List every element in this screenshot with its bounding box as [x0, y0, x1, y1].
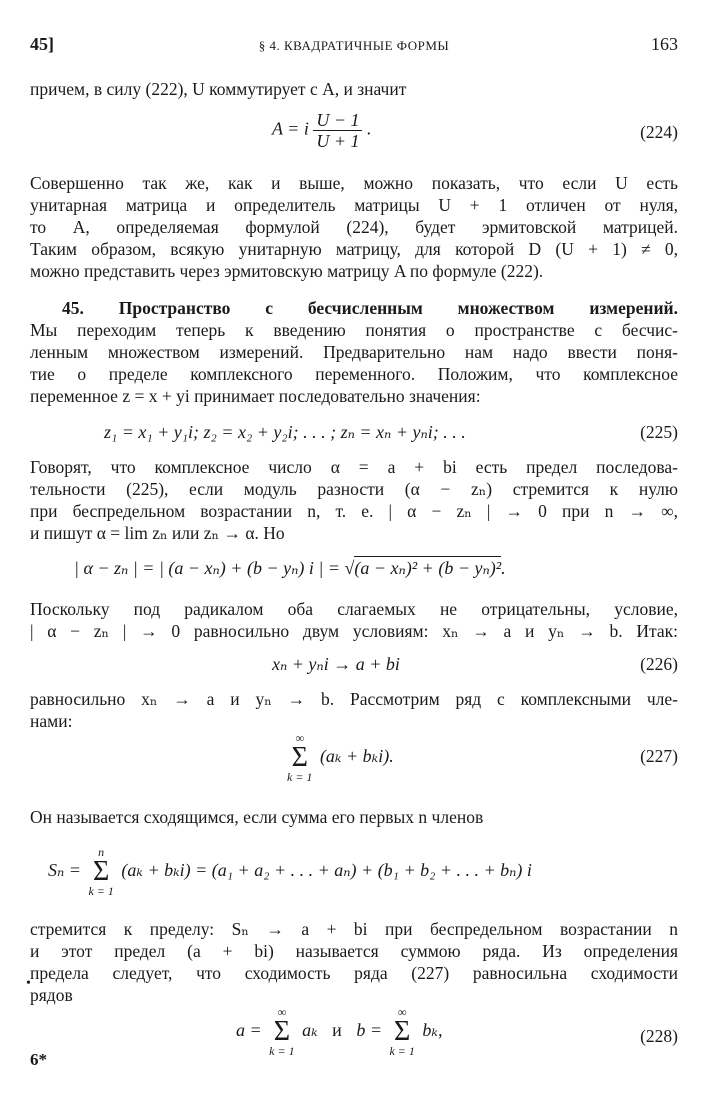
sum-body: (aₖ + bₖi) = (a₁ + a₂ + . . . + aₙ) + (b₁ + b₂ + . . . + bₙ) i	[121, 860, 532, 881]
equation-number-227: (227)	[640, 746, 678, 766]
sum-body: (aₖ + bₖi).	[319, 746, 394, 767]
equation-number-225: (225)	[640, 422, 678, 442]
equation-lhs: A = i	[272, 118, 309, 139]
paragraph-line: ленным множеством измерений. Предварительно нам надо ввести поня-	[30, 342, 678, 362]
paragraph-line: можно представить через эрмитовскую матрицу A по формуле (222).	[30, 261, 544, 281]
sum-upper-limit: ∞	[277, 1005, 287, 1019]
paragraph-line: тие о пределе комплексного переменного. Положим, что комплексное	[30, 364, 678, 384]
radicand: (a − xₙ)² + (b − yₙ)²	[354, 558, 502, 578]
paragraph-line: и этот предел (a + bi) называется суммою ряда. Из определения	[30, 941, 678, 961]
header-section-number: 45]	[30, 34, 54, 54]
paragraph-line: унитарная матрица и определитель матрицы U + 1 отличен от нуля,	[30, 195, 678, 215]
paragraph-line: то A, определяемая формулой (224), будет эрмитовской матрицей.	[30, 217, 678, 237]
equation-number-224: (224)	[640, 122, 678, 142]
sigma-symbol: Σ	[291, 742, 308, 773]
summation-b	[389, 1006, 414, 1058]
sum-body-b: bₖ,	[422, 1020, 443, 1041]
paragraph-line: рядов	[30, 985, 73, 1005]
paragraph-line: Он называется сходящимся, если сумма его первых n членов	[30, 807, 484, 827]
paragraph-line: причем, в силу (222), U коммутирует с A, и значит	[30, 79, 407, 99]
paragraph-line: стремится к пределу: Sₙ → a + bi при беспредельном возрастании n	[30, 919, 678, 939]
paragraph-line: тельности (225), если модуль разности (α − zₙ) стремится к нулю	[30, 479, 678, 499]
equation-partial-sum	[48, 846, 532, 898]
summation	[287, 732, 312, 784]
sum-upper-limit: ∞	[295, 731, 304, 745]
fraction	[313, 110, 362, 151]
equation-tail: .	[501, 558, 506, 578]
paragraph-line: нами:	[30, 711, 73, 731]
sum-lower-limit: k = 1	[389, 1044, 415, 1058]
sum-lower-limit: k = 1	[88, 884, 114, 898]
signature-mark: 6*	[30, 1050, 47, 1069]
sum-lower-limit: k = 1	[287, 770, 313, 784]
conjunction: и	[332, 1020, 342, 1041]
summation	[88, 846, 113, 898]
sigma-symbol: Σ	[273, 1016, 291, 1047]
paragraph-line: при беспредельном возрастании n, т. е. | α − zₙ | → 0 при n → ∞,	[30, 501, 678, 521]
paragraph-line: Таким образом, всякую унитарную матрицу, для которой D (U + 1) ≠ 0,	[30, 239, 678, 259]
sum-lower-limit: k = 1	[269, 1044, 295, 1058]
fraction-denominator: U + 1	[316, 131, 360, 151]
paragraph-line: Мы переходим теперь к введению понятия о пространстве с бесчис-	[30, 320, 678, 340]
sum-upper-limit: n	[98, 845, 105, 859]
paragraph-line: Говорят, что комплексное число α = a + bi есть предел последова-	[30, 457, 678, 477]
paragraph-line: равносильно xₙ → a и yₙ → b. Рассмотрим ряд с комплексными чле-	[30, 689, 678, 709]
header-page-number: 163	[651, 34, 678, 54]
sum-upper-limit: ∞	[397, 1005, 407, 1019]
equation-number-228: (228)	[640, 1026, 678, 1046]
paragraph-line: | α − zₙ | → 0 равносильно двум условиям: xₙ → a и yₙ → b. Итак:	[30, 621, 678, 641]
paragraph-line: предела следует, что сходимость ряда (227) равносильна сходимости	[30, 963, 678, 983]
summation-a	[269, 1006, 294, 1058]
paragraph-line: Поскольку под радикалом оба слагаемых не отрицательны, условие,	[30, 599, 678, 619]
print-mark: •	[26, 976, 31, 991]
equation-227	[284, 732, 394, 784]
paragraph-line: переменное z = x + yi принимает последовательно значения:	[30, 386, 481, 406]
paragraph-line: Совершенно так же, как и выше, можно показать, что если U есть	[30, 173, 678, 193]
sum-body-a: aₖ	[302, 1020, 318, 1041]
equation-225: z₁ = x₁ + y₁i; z₂ = x₂ + y₂i; . . . ; zₙ = xₙ + yₙi; . . .	[104, 422, 466, 442]
equation-228	[236, 1006, 442, 1058]
equation-lhs: | α − zₙ | = | (a − xₙ) + (b − yₙ) i | = √	[74, 558, 355, 578]
equation-224	[272, 110, 371, 151]
equation-modulus	[74, 558, 506, 579]
sigma-symbol: Σ	[394, 1016, 411, 1047]
equation-lhs: Sₙ =	[48, 860, 81, 881]
equation-tail: .	[366, 118, 372, 139]
equation-lhs-b: b =	[356, 1020, 382, 1041]
header-title: § 4. КВАДРАТИЧНЫЕ ФОРМЫ	[258, 38, 450, 53]
paragraph-line: и пишут α = lim zₙ или zₙ → α. Но	[30, 523, 285, 543]
equation-number-226: (226)	[640, 654, 678, 674]
fraction-numerator: U − 1	[313, 110, 362, 131]
equation-lhs-a: a =	[236, 1020, 262, 1041]
equation-226: xₙ + yₙi → a + bi	[272, 654, 400, 674]
sigma-symbol: Σ	[93, 856, 110, 887]
section-heading: 45. Пространство с бесчисленным множеством измерений.	[62, 298, 678, 318]
